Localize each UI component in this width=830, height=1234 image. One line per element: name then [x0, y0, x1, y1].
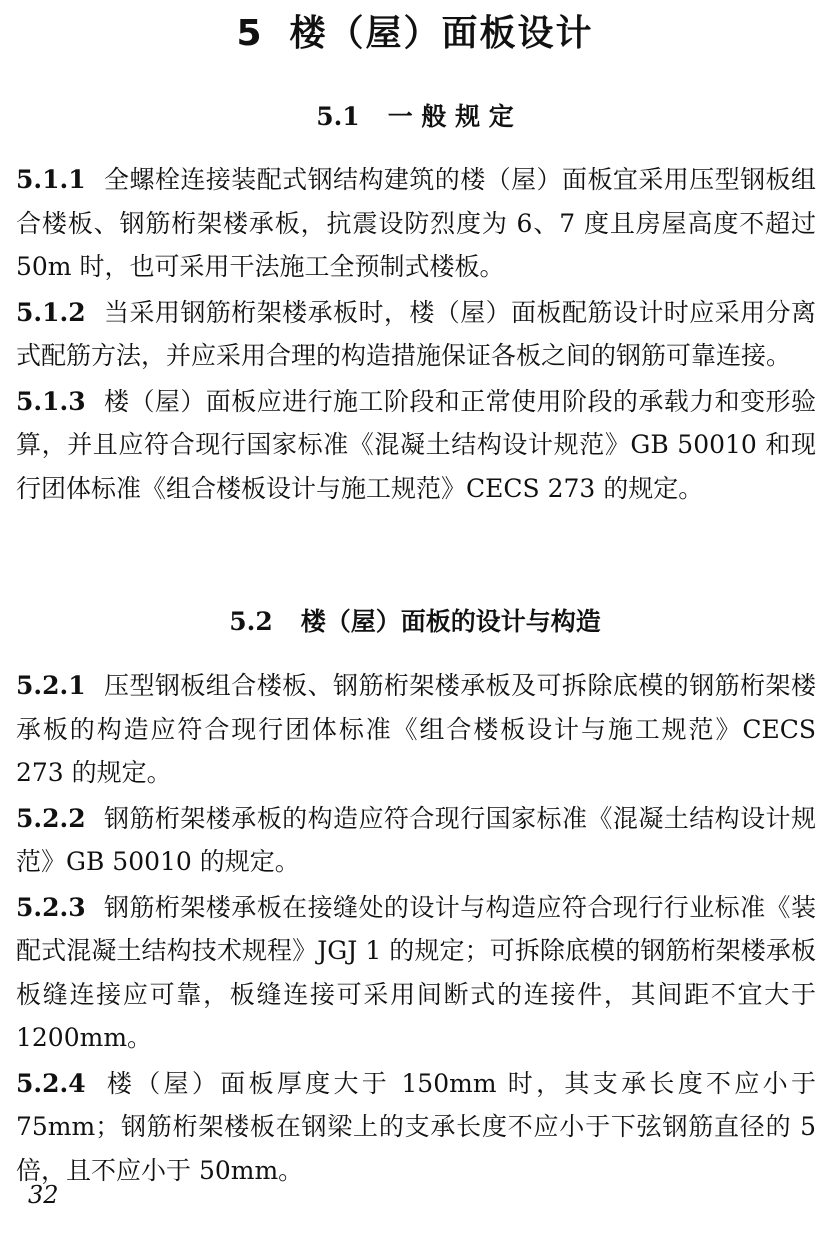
section-number: 5.1: [316, 102, 360, 131]
clause-5-2-2: [16, 797, 816, 884]
clause-text: 楼（屋）面板厚度大于 150mm 时，其支承长度不应小于 75mm；钢筋桁架楼板在钢梁上的支承长度不应小于下弦钢筋直径的 5 倍，且不应小于 50mm。: [16, 1068, 816, 1185]
clause-number: 5.2.1: [16, 671, 86, 700]
page-number: 32: [28, 1181, 59, 1209]
clause-5-1-3: [16, 380, 816, 511]
clause-5-2-3: [16, 886, 816, 1060]
clause-5-2-1: [16, 664, 816, 795]
clause-text: 钢筋桁架楼承板的构造应符合现行国家标准《混凝土结构设计规范》GB 50010 的规定。: [16, 803, 816, 876]
clause-text: 当采用钢筋桁架楼承板时，楼（屋）面板配筋设计时应采用分离式配筋方法，并应采用合理的构造措施保证各板之间的钢筋可靠连接。: [16, 297, 816, 370]
clause-5-1-2: [16, 291, 816, 378]
section-title-5-2: [0, 602, 830, 642]
clause-number: 5.2.3: [16, 892, 86, 922]
section-5-2-body: [16, 664, 816, 1194]
clause-5-2-4: [16, 1062, 816, 1193]
clause-text: 压型钢板组合楼板、钢筋桁架楼承板及可拆除底模的钢筋桁架楼承板的构造应符合现行团体标准《组合楼板设计与施工规范》CECS 273 的规定。: [16, 671, 816, 787]
clause-text: 楼（屋）面板应进行施工阶段和正常使用阶段的承载力和变形验算，并且应符合现行国家标准《混凝土结构设计规范》GB 50010 和现行团体标准《组合楼板设计与施工规范》CECS 273 的规定。: [16, 386, 816, 503]
chapter-number: 5: [236, 13, 264, 54]
clause-number: 5.2.2: [16, 803, 86, 833]
clause-number: 5.1.2: [16, 297, 86, 327]
section-title-5-1: [0, 97, 830, 137]
chapter-title-text: 楼（屋）面板设计: [289, 13, 594, 54]
clause-number: 5.1.1: [16, 165, 86, 194]
clause-5-1-1: [16, 158, 816, 289]
clause-text: 全螺栓连接装配式钢结构建筑的楼（屋）面板宜采用压型钢板组合楼板、钢筋桁架楼承板，抗震设防烈度为 6、7 度且房屋高度不超过 50m 时，也可采用干法施工全预制式楼板。: [16, 165, 816, 281]
section-5-1-body: [16, 158, 816, 512]
clause-text: 钢筋桁架楼承板在接缝处的设计与构造应符合现行行业标准《装配式混凝土结构技术规程》JGJ 1 的规定；可拆除底模的钢筋桁架楼承板板缝连接应可靠，板缝连接可采用间断式的连接件，其间距不宜大于 1200mm。: [16, 892, 816, 1052]
clause-number: 5.1.3: [16, 386, 86, 416]
section-title-text: 楼（屋）面板的设计与构造: [300, 607, 601, 636]
section-number: 5.2: [229, 607, 273, 636]
section-title-text: 一 般 规 定: [387, 102, 514, 131]
clause-number: 5.2.4: [16, 1068, 86, 1098]
chapter-title: [0, 6, 830, 62]
